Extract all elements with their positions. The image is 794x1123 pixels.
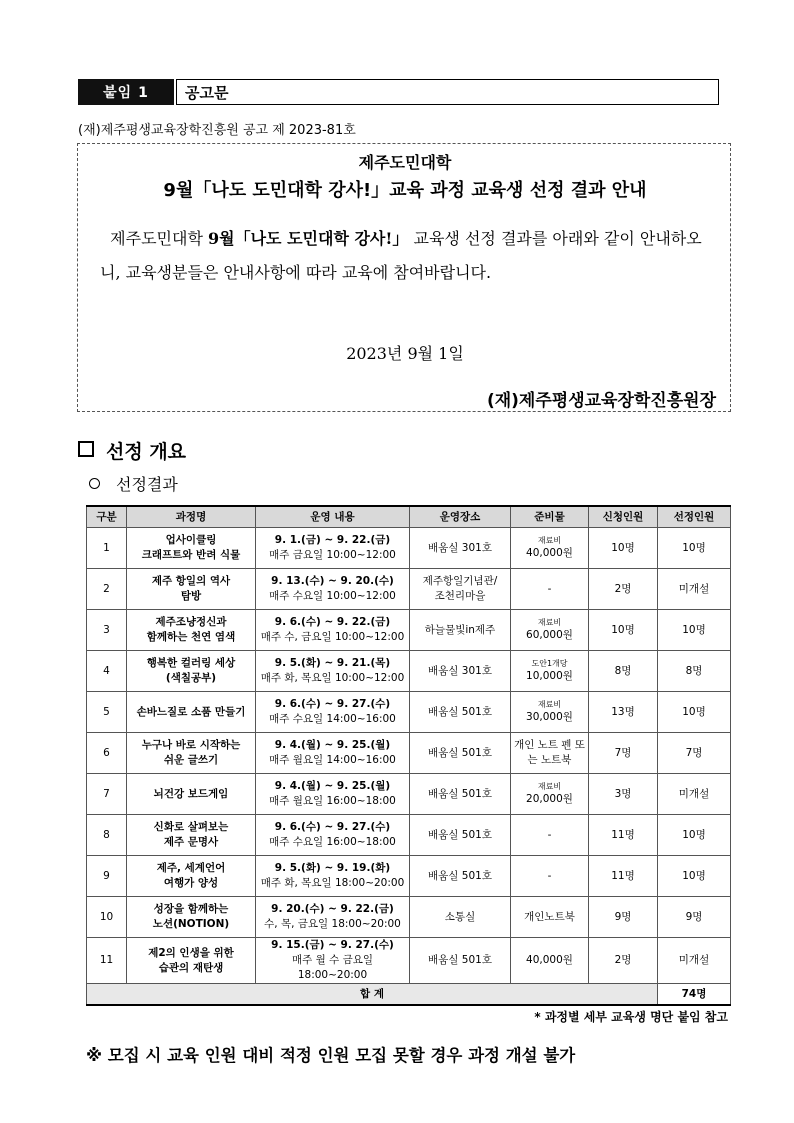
cell-applied: [589, 897, 658, 938]
cell-supplies: [511, 651, 589, 692]
cell-course: [127, 815, 256, 856]
cell-schedule: [256, 774, 410, 815]
notice-box: [77, 143, 731, 412]
applied-count: 11명: [611, 869, 635, 882]
course-name-line2: 여행가 양성: [163, 877, 219, 889]
applied-count: 2명: [614, 954, 632, 966]
warning-note: ※ 모집 시 교육 인원 대비 적정 인원 모집 못할 경우 과정 개설 불가: [86, 1046, 576, 1065]
applied-count: 10명: [611, 541, 635, 554]
cell-schedule: [256, 692, 410, 733]
total-label: 합 계: [87, 984, 658, 1006]
row-number: 2: [103, 582, 110, 595]
cell-schedule: [256, 528, 410, 569]
total-value: 74명: [658, 984, 731, 1006]
supplies-value: 20,000원: [526, 793, 573, 805]
document-type-title: 공고문: [176, 79, 719, 105]
cell-course: [127, 774, 256, 815]
schedule-dates: 9. 4.(월) ~ 9. 25.(월): [274, 780, 391, 792]
course-name-line2: 노션(NOTION): [152, 918, 230, 930]
cell-applied: [589, 774, 658, 815]
cell-selected: [658, 569, 731, 610]
cell-course: [127, 610, 256, 651]
cell-place: [410, 651, 511, 692]
course-name-line1: 누구나 바로 시작하는: [141, 739, 241, 751]
schedule-dates: 9. 13.(수) ~ 9. 20.(수): [271, 575, 394, 587]
supplies-value: 40,000원: [526, 954, 573, 966]
schedule-time: 매주 수요일 14:00~16:00: [269, 713, 396, 725]
supplies-note: 재료비: [537, 700, 562, 709]
course-name-line2: 탐방: [180, 590, 202, 602]
course-name-line2: 쉬운 글쓰기: [163, 754, 219, 766]
table-row: [87, 733, 731, 774]
table-row: [87, 569, 731, 610]
course-name-line2: 습관의 재탄생: [158, 961, 224, 974]
selected-count: 미개설: [678, 582, 710, 595]
table-row: [87, 897, 731, 938]
cell-schedule: [256, 938, 410, 984]
course-name-line1: 제주, 세계언어: [156, 862, 226, 874]
row-number: 10: [99, 910, 114, 923]
applied-count: 7명: [614, 746, 632, 759]
cell-no: [87, 733, 127, 774]
table-row: [87, 651, 731, 692]
notice-title: 9월「나도 도민대학 강사!」교육 과정 교육생 선정 결과 안내: [163, 180, 647, 201]
place-line1: 제주항일기념관/: [422, 575, 498, 587]
cell-applied: [589, 569, 658, 610]
table-row: [87, 856, 731, 897]
place-line2: 조천리마을: [434, 590, 486, 602]
cell-schedule: [256, 856, 410, 897]
row-number: 4: [103, 664, 110, 677]
cell-schedule: [256, 569, 410, 610]
course-name-line2: 크래프트와 반려 식물: [141, 549, 241, 561]
header-course: 과정명: [127, 506, 256, 528]
course-name-line1: 행복한 컬러링 세상: [146, 657, 236, 669]
selected-count: 10명: [682, 623, 706, 636]
row-number: 3: [103, 623, 110, 636]
header-place: 운영장소: [410, 506, 511, 528]
cell-no: [87, 651, 127, 692]
schedule-dates: 9. 5.(화) ~ 9. 19.(화): [274, 862, 391, 874]
schedule-dates: 9. 15.(금) ~ 9. 27.(수): [271, 939, 394, 951]
place-line1: 배움실 501호: [428, 746, 492, 759]
supplies-note: 도안1개당: [531, 659, 568, 668]
supplies-value: 30,000원: [526, 711, 573, 723]
course-name-line1: 뇌건강 보드게임: [153, 787, 229, 800]
cell-supplies: [511, 610, 589, 651]
table-total-row: [87, 984, 731, 1006]
cell-place: [410, 692, 511, 733]
selected-count: 7명: [685, 746, 703, 759]
cell-supplies: [511, 692, 589, 733]
place-line1: 배움실 301호: [428, 664, 492, 677]
selected-count: 10명: [682, 869, 706, 882]
cell-selected: [658, 856, 731, 897]
subsection-title: 선정결과: [116, 475, 178, 494]
cell-place: [410, 938, 511, 984]
applied-count: 2명: [614, 582, 632, 595]
schedule-time: 수, 목, 금요일 18:00~20:00: [264, 918, 401, 930]
cell-no: [87, 774, 127, 815]
cell-supplies: [511, 815, 589, 856]
applied-count: 10명: [611, 623, 635, 636]
selection-results-table: [86, 505, 731, 1006]
applied-count: 13명: [611, 705, 635, 718]
place-line1: 배움실 501호: [428, 954, 492, 966]
table-row: [87, 774, 731, 815]
cell-applied: [589, 856, 658, 897]
cell-no: [87, 897, 127, 938]
selected-count: 미개설: [678, 954, 710, 966]
selected-count: 10명: [682, 828, 706, 841]
schedule-dates: 9. 4.(월) ~ 9. 25.(월): [274, 739, 391, 751]
table-header-row: [87, 506, 731, 528]
cell-schedule: [256, 815, 410, 856]
schedule-time: 매주 화, 목요일 18:00~20:00: [260, 877, 405, 889]
notice-body-bold: 9월「나도 도민대학 강사!」: [208, 229, 409, 248]
schedule-time: 매주 수요일 10:00~12:00: [269, 590, 396, 602]
header-no: 구분: [87, 506, 127, 528]
course-name-line1: 제주 항일의 역사: [151, 575, 231, 587]
cell-selected: [658, 692, 731, 733]
selected-count: 미개설: [678, 787, 710, 800]
cell-applied: [589, 733, 658, 774]
cell-selected: [658, 528, 731, 569]
applied-count: 9명: [614, 910, 632, 923]
cell-place: [410, 733, 511, 774]
cell-selected: [658, 610, 731, 651]
supplies-note: 재료비: [537, 536, 562, 545]
supplies-value: -: [547, 828, 552, 841]
supplies-value: 60,000원: [526, 629, 573, 641]
course-name-line1: 제주조냥정신과: [155, 616, 227, 628]
cell-place: [410, 774, 511, 815]
cell-supplies: [511, 897, 589, 938]
cell-no: [87, 528, 127, 569]
supplies-value: -: [547, 582, 552, 595]
row-number: 1: [103, 541, 110, 554]
cell-schedule: [256, 733, 410, 774]
cell-place: [410, 856, 511, 897]
supplies-value: 40,000원: [526, 547, 573, 559]
course-name-line2: 함께하는 천연 염색: [146, 631, 236, 643]
place-line1: 배움실 501호: [428, 705, 492, 718]
selected-count: 8명: [685, 664, 703, 677]
cell-selected: [658, 897, 731, 938]
table-row: [87, 692, 731, 733]
place-line1: 배움실 501호: [428, 787, 492, 800]
supplies-note: 재료비: [537, 618, 562, 627]
schedule-dates: 9. 6.(수) ~ 9. 27.(수): [274, 698, 391, 710]
place-line1: 배움실 501호: [428, 869, 492, 882]
course-name-line1: 신화로 살펴보는: [153, 821, 229, 833]
applied-count: 11명: [611, 828, 635, 841]
cell-course: [127, 897, 256, 938]
table-row: [87, 938, 731, 984]
cell-no: [87, 938, 127, 984]
cell-selected: [658, 651, 731, 692]
course-name-line1: 손바느질로 소품 만들기: [136, 705, 246, 718]
cell-place: [410, 897, 511, 938]
cell-course: [127, 651, 256, 692]
schedule-dates: 9. 5.(화) ~ 9. 21.(목): [274, 657, 391, 669]
supplies-value: 10,000원: [526, 670, 573, 682]
schedule-time: 매주 월요일 16:00~18:00: [269, 795, 396, 807]
notice-body: [100, 222, 712, 290]
schedule-dates: 9. 6.(수) ~ 9. 22.(금): [274, 616, 391, 628]
cell-applied: [589, 938, 658, 984]
selected-count: 10명: [682, 705, 706, 718]
cell-selected: [658, 733, 731, 774]
schedule-dates: 9. 1.(금) ~ 9. 22.(금): [274, 534, 391, 546]
notice-signature: (재)제주평생교육장학진흥원장: [486, 391, 716, 411]
cell-no: [87, 610, 127, 651]
schedule-time: 매주 화, 목요일 10:00~12:00: [260, 672, 405, 684]
notice-body-pre: 제주도민대학: [110, 229, 208, 248]
cell-no: [87, 856, 127, 897]
course-name-line1: 제2의 인생을 위한: [148, 946, 234, 959]
cell-course: [127, 856, 256, 897]
supplies-value: 개인 노트 펜 또는 노트북: [514, 739, 585, 766]
applied-count: 8명: [614, 664, 632, 677]
notice-org: 제주도민대학: [358, 153, 452, 172]
schedule-time: 매주 수요일 16:00~18:00: [269, 836, 396, 848]
header-schedule: 운영 내용: [256, 506, 410, 528]
cell-selected: [658, 938, 731, 984]
cell-schedule: [256, 897, 410, 938]
place-line1: 배움실 301호: [428, 541, 492, 554]
cell-course: [127, 692, 256, 733]
header-supplies: 준비물: [511, 506, 589, 528]
schedule-dates: 9. 6.(수) ~ 9. 27.(수): [274, 821, 391, 833]
cell-no: [87, 569, 127, 610]
table-row: [87, 815, 731, 856]
table-row: [87, 528, 731, 569]
course-name-line1: 업사이클링: [165, 534, 217, 546]
cell-supplies: [511, 774, 589, 815]
attachment-tag: 붙임 1: [78, 79, 174, 105]
place-line1: 소통실: [444, 910, 476, 923]
reference-note: * 과정별 세부 교육생 명단 붙임 참고: [534, 1010, 728, 1024]
course-name-line2: 제주 문명사: [163, 836, 219, 848]
cell-applied: [589, 651, 658, 692]
checkbox-square-icon: [78, 441, 94, 457]
supplies-note: 재료비: [537, 782, 562, 791]
cell-supplies: [511, 938, 589, 984]
cell-applied: [589, 528, 658, 569]
cell-supplies: [511, 733, 589, 774]
supplies-value: -: [547, 869, 552, 882]
cell-supplies: [511, 856, 589, 897]
cell-course: [127, 733, 256, 774]
supplies-value: 개인노트북: [524, 910, 575, 923]
cell-supplies: [511, 528, 589, 569]
schedule-time: 매주 월 수 금요일 18:00~20:00: [291, 954, 373, 981]
row-number: 8: [103, 828, 110, 841]
cell-schedule: [256, 651, 410, 692]
cell-applied: [589, 610, 658, 651]
row-number: 6: [103, 746, 110, 759]
cell-schedule: [256, 610, 410, 651]
row-number: 5: [103, 705, 110, 718]
notice-date: 2023년 9월 1일: [346, 344, 464, 363]
cell-selected: [658, 815, 731, 856]
notice-number: (재)제주평생교육장학진흥원 공고 제 2023-81호: [78, 123, 356, 138]
applied-count: 3명: [614, 787, 632, 800]
cell-applied: [589, 692, 658, 733]
header-selected: 선정인원: [658, 506, 731, 528]
notice-body-post: 교육생 선정 결과를 아래와 같이 안내하오니, 교육생분들은 안내사항에 따라 교육에 참여바랍니다.: [100, 229, 702, 282]
course-name-line1: 성장을 함께하는: [153, 903, 229, 915]
schedule-dates: 9. 20.(수) ~ 9. 22.(금): [271, 903, 394, 915]
course-name-line2: (색칠공부): [165, 672, 217, 684]
header-applied: 신청인원: [589, 506, 658, 528]
circle-bullet-icon: [89, 478, 100, 489]
schedule-time: 매주 월요일 14:00~16:00: [269, 754, 396, 766]
section-title: 선정 개요: [106, 441, 187, 463]
cell-no: [87, 815, 127, 856]
row-number: 7: [103, 787, 110, 800]
place-line1: 하늘물빛in제주: [424, 623, 496, 636]
cell-course: [127, 528, 256, 569]
cell-place: [410, 528, 511, 569]
cell-course: [127, 938, 256, 984]
cell-place: [410, 610, 511, 651]
schedule-time: 매주 수, 금요일 10:00~12:00: [260, 631, 405, 643]
cell-place: [410, 569, 511, 610]
cell-course: [127, 569, 256, 610]
table-row: [87, 610, 731, 651]
row-number: 11: [99, 954, 114, 966]
cell-selected: [658, 774, 731, 815]
cell-place: [410, 815, 511, 856]
cell-no: [87, 692, 127, 733]
cell-applied: [589, 815, 658, 856]
cell-supplies: [511, 569, 589, 610]
place-line1: 배움실 501호: [428, 828, 492, 841]
selected-count: 9명: [685, 910, 703, 923]
selected-count: 10명: [682, 541, 706, 554]
row-number: 9: [103, 869, 110, 882]
schedule-time: 매주 금요일 10:00~12:00: [269, 549, 396, 561]
